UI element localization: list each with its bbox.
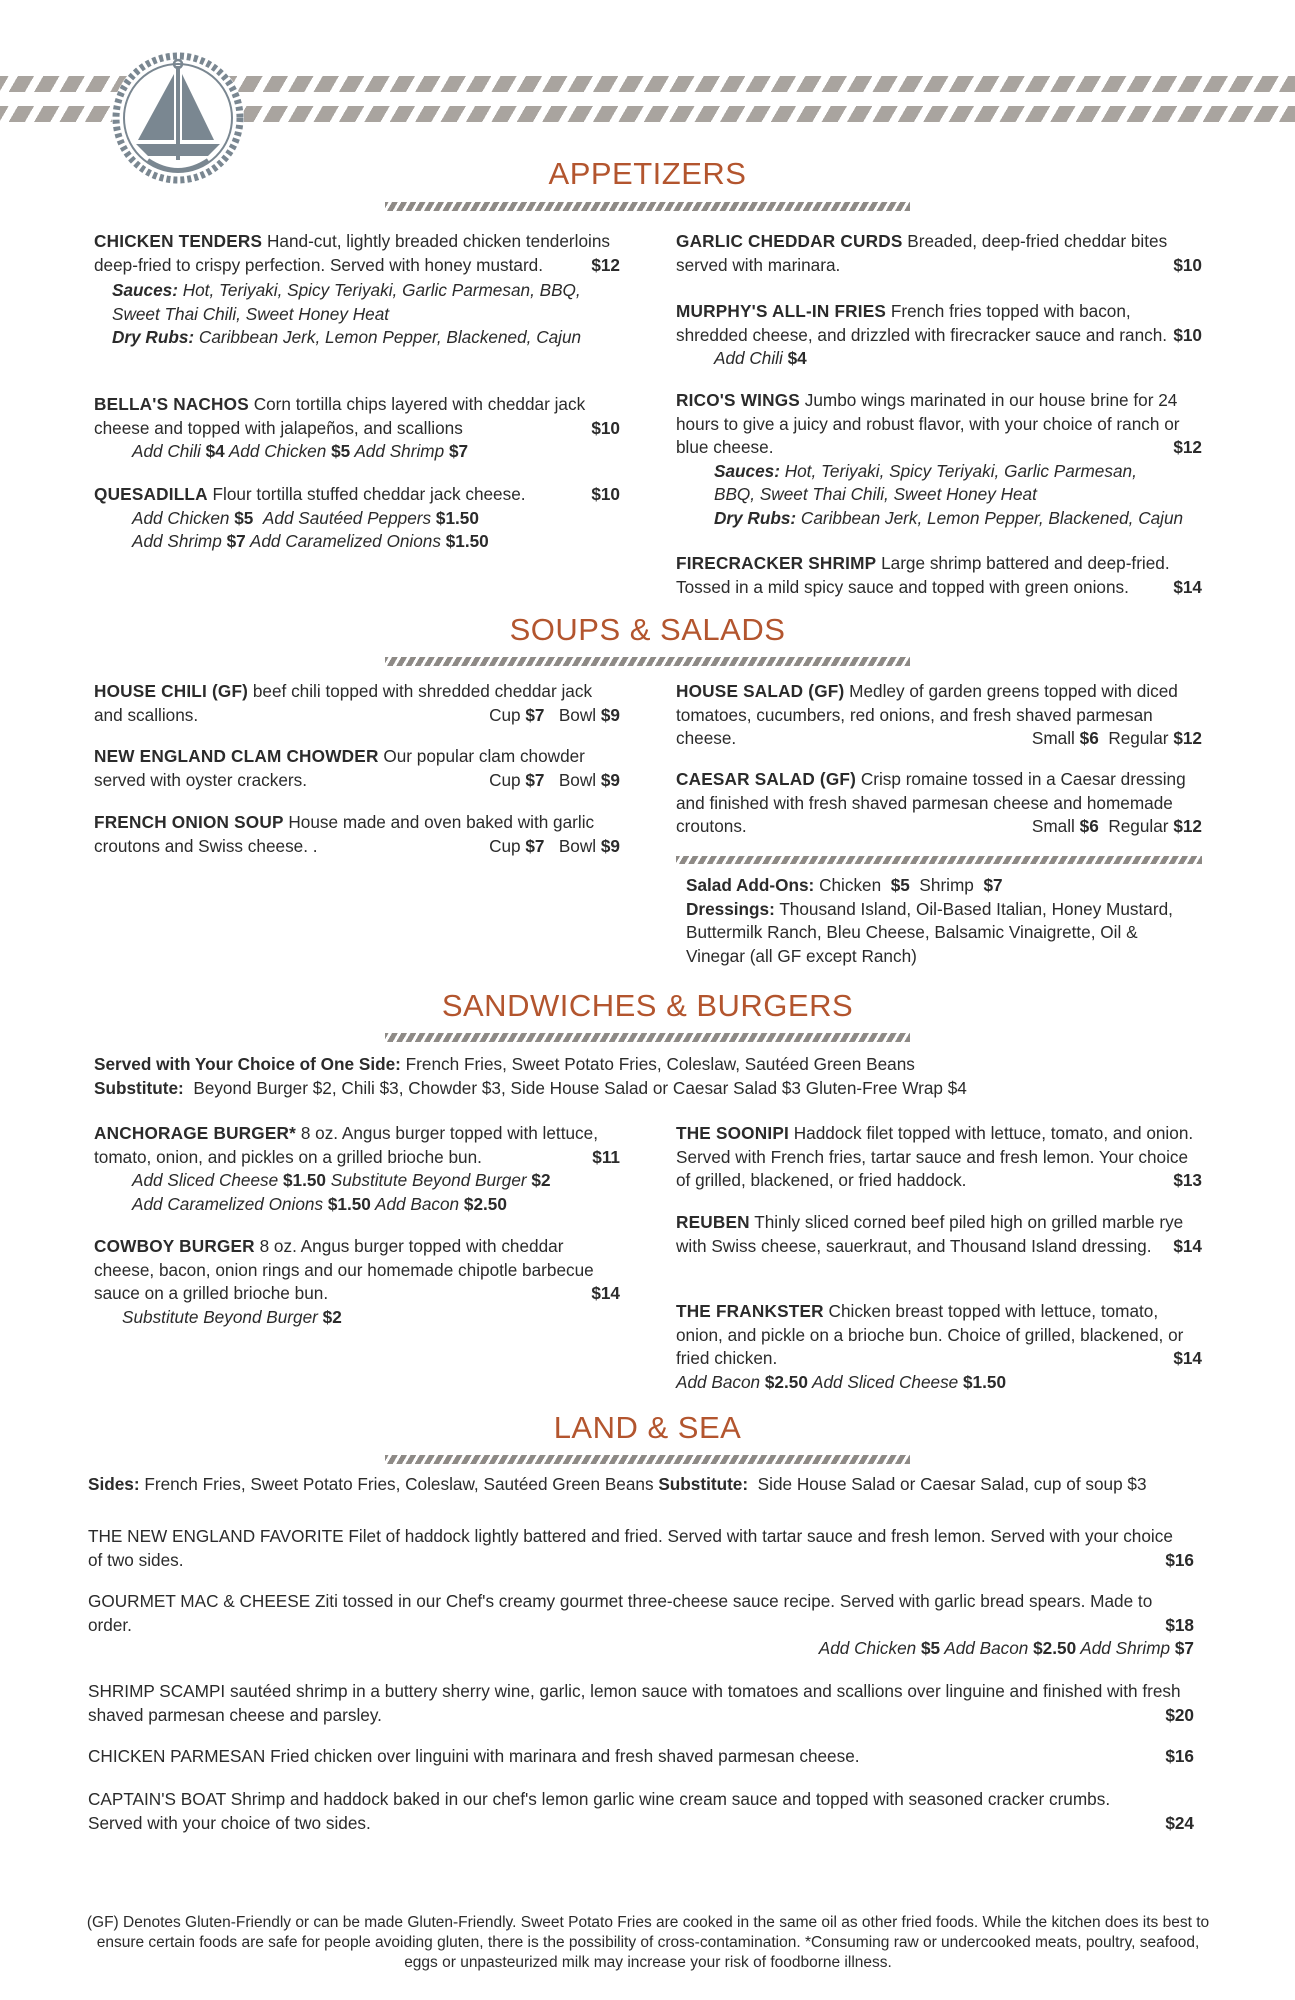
item-ricos-wings: RICO'S WINGS Jumbo wings marinated in our house brine for 24 hours to give a juicy and robust flavor, with your choice of ranch or blue cheese. $12 Sauces: Hot, Teriyaki, Spicy Teriyaki, Garlic Parmesan, BBQ, Sweet Thai Chili, Sweet Honey Heat Dry Rubs: Caribbean Jerk, Lemon Pepper, Blackened, Cajun [676,390,1202,528]
item-garlic-cheddar-curds: GARLIC CHEDDAR CURDS Breaded, deep-fried cheddar bites served with marinara. $10 [676,231,1202,275]
item-chicken-parmesan: CHICKEN PARMESAN Fried chicken over linguini with marinara and fresh shaved parmesan cheese. $16 [88,1746,1194,1766]
appetizers-divider [385,202,910,211]
item-shrimp-scampi: SHRIMP SCAMPI sautéed shrimp in a buttery sherry wine, garlic, lemon sauce with tomatoes and scallions over linguine and finished with fresh shaved parmesan cheese and parsley. $20 [88,1681,1194,1725]
item-captains-boat: CAPTAIN'S BOAT Shrimp and haddock baked in our chef's lemon garlic wine cream sauce and topped with seasoned cracker crumbs. Served with your choice of two sides. $24 [88,1789,1194,1833]
item-reuben: REUBEN Thinly sliced corned beef piled high on grilled marble rye with Swiss cheese, sauerkraut, and Thousand Island dressing. $14 [676,1212,1202,1256]
sandwiches-divider [385,1033,910,1042]
item-the-soonipi: THE SOONIPI Haddock filet topped with lettuce, tomato, and onion. Served with French fries, tartar sauce and fresh lemon. Your choice of grilled, blackened, or fried haddock. $13 [676,1123,1202,1190]
item-new-england-favorite: THE NEW ENGLAND FAVORITE Filet of haddock lightly battered and fried. Served with tartar sauce and fresh lemon. Served with your choice of two sides. $16 [88,1526,1194,1570]
item-bellas-nachos: BELLA'S NACHOS Corn tortilla chips layered with cheddar jack cheese and topped with jalapeños, and scallions $10 Add Chili $4 Add Chicken $5 Add Shrimp $7 [94,394,620,461]
item-gourmet-mac: GOURMET MAC & CHEESE Ziti tossed in our Chef's creamy gourmet three-cheese sauce recipe. Served with garlic bread spears. Made to order. $18 Add Chicken $5 Add Bacon $2.50 Add Shrimp $7 [88,1591,1194,1658]
item-chicken-tenders: CHICKEN TENDERS Hand-cut, lightly breaded chicken tenderloins deep-fried to crispy perfection. Served with honey mustard. $12 Sauces: Hot, Teriyaki, Spicy Teriyaki, Garlic Parmesan, BBQ, Sweet Thai Chili, Sweet Honey Heat Dry Rubs: Caribbean Jerk, Lemon Pepper, Blackened, Cajun [94,231,620,347]
salad-addons-box: Salad Add-Ons: Chicken $5 Shrimp $7 Dressings: Thousand Island, Oil-Based Italian, Honey Mustard, Buttermilk Ranch, Bleu Cheese, Balsamic Vinaigrette, Oil & Vinegar (all GF except Ranch) [686,875,1173,966]
land-sea-sides-info: Sides: French Fries, Sweet Potato Fries, Coleslaw, Sautéed Green Beans Substitute: Side House Salad or Caesar Salad, cup of soup $3 [88,1474,1147,1494]
soups-divider [385,657,910,666]
land-sea-title: LAND & SEA [553,1410,742,1445]
item-the-frankster: THE FRANKSTER Chicken breast topped with lettuce, tomato, onion, and pickle on a brioche bun. Choice of grilled, blackened, or fried chicken. $14 Add Bacon $2.50 Add Sliced Cheese $1.50 [676,1301,1202,1392]
item-firecracker-shrimp: FIRECRACKER SHRIMP Large shrimp battered and deep-fried. Tossed in a mild spicy sauce and topped with green onions. $14 [676,553,1202,597]
salad-addons-divider [676,856,1202,864]
item-house-chili: HOUSE CHILI (GF) beef chili topped with shredded cheddar jack and scallions. Cup $7 Bowl $9 [94,681,620,725]
item-caesar-salad: CAESAR SALAD (GF) Crisp romaine tossed in a Caesar dressing and finished with fresh shaved parmesan cheese and homemade croutons. Small $6 Regular $12 [676,769,1202,836]
soups-salads-title: SOUPS & SALADS [509,612,786,647]
item-murphys-fries: MURPHY'S ALL-IN FRIES French fries topped with bacon, shredded cheese, and drizzled with firecracker sauce and ranch. $10 Add Chili $4 [676,301,1202,368]
item-clam-chowder: NEW ENGLAND CLAM CHOWDER Our popular clam chowder served with oyster crackers. Cup $7 Bowl $9 [94,746,620,790]
sandwiches-title: SANDWICHES & BURGERS [441,988,854,1023]
item-cowboy-burger: COWBOY BURGER 8 oz. Angus burger topped with cheddar cheese, bacon, onion rings and our homemade chipotle barbecue sauce on a grilled brioche bun. $14 Substitute Beyond Burger $2 [94,1236,620,1327]
appetizers-title: APPETIZERS [548,156,747,191]
footer-disclaimer: (GF) Denotes Gluten-Friendly or can be made Gluten-Friendly. Sweet Potato Fries are cooked in the same oil as other fried foods. While the kitchen does its best to ensure certain foods are safe for people avoiding gluten, there is the possibility of cross-contamination. *Consuming raw or undercooked meats, poultry, seafood, eggs or unpasteurized milk may increase your risk of foodborne illness. [86,1914,1210,1971]
item-quesadilla: QUESADILLA Flour tortilla stuffed cheddar jack cheese. $10 Add Chicken $5 Add Sautéed Peppers $1.50 Add Shrimp $7 Add Caramelized Onions $1.50 [94,484,620,551]
item-anchorage-burger: ANCHORAGE BURGER* 8 oz. Angus burger topped with lettuce, tomato, onion, and pickles on a grilled brioche bun. $11 Add Sliced Cheese $1.50 Substitute Beyond Burger $2 Add Caramelized Onions $1.50 Add Bacon $2.50 [94,1123,620,1214]
item-house-salad: HOUSE SALAD (GF) Medley of garden greens topped with diced tomatoes, cucumbers, red onions, and fresh shaved parmesan cheese. Small $6 Regular $12 [676,681,1202,748]
sandwich-sides-info: Served with Your Choice of One Side: French Fries, Sweet Potato Fries, Coleslaw, Sautéed Green Beans Substitute: Beyond Burger $2, Chili $3, Chowder $3, Side House Salad or Caesar Salad $3 Gluten-Free Wrap $4 [94,1054,967,1098]
item-french-onion: FRENCH ONION SOUP House made and oven baked with garlic croutons and Swiss cheese. . Cup $7 Bowl $9 [94,812,620,856]
land-sea-divider [385,1455,910,1464]
